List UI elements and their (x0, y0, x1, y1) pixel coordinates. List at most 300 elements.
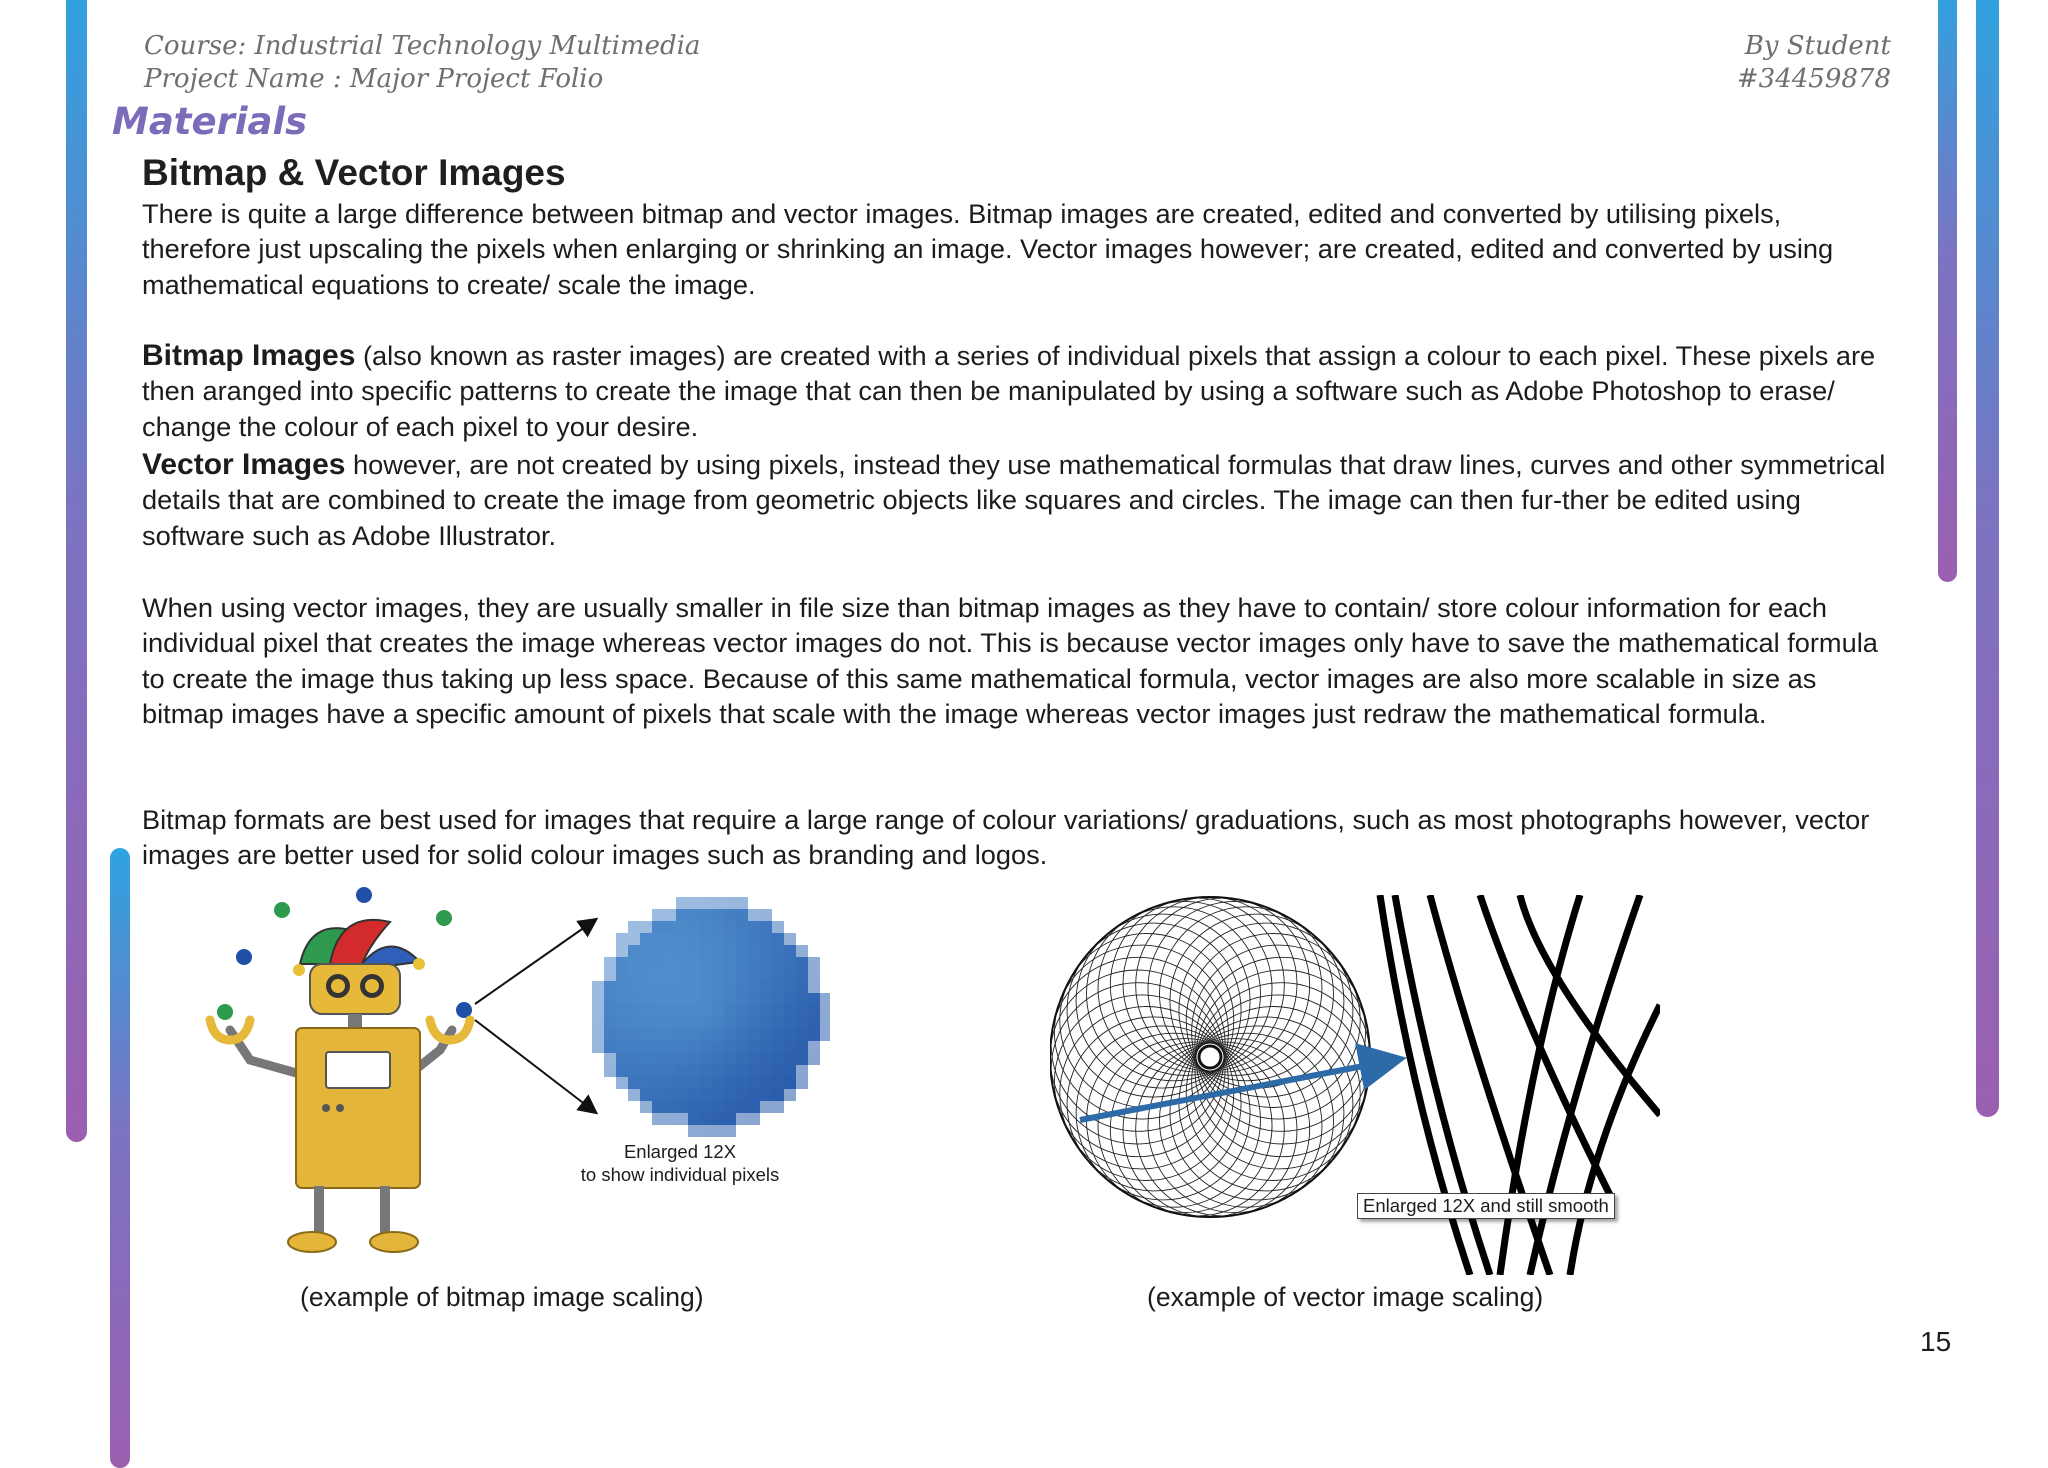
pixel-block (628, 1053, 640, 1065)
pixel-block (700, 1017, 712, 1029)
pixel-block (712, 1089, 724, 1101)
pixel-block (748, 1053, 760, 1065)
pixel-block (664, 1017, 676, 1029)
pixel-block (688, 1077, 700, 1089)
pixel-block (664, 909, 676, 921)
pixel-block (748, 933, 760, 945)
pixel-block (772, 945, 784, 957)
pixel-block (724, 897, 736, 909)
pixel-block (700, 1005, 712, 1017)
pixel-block (652, 1053, 664, 1065)
pixel-block (676, 993, 688, 1005)
pixel-block (724, 1041, 736, 1053)
pixel-block (664, 1089, 676, 1101)
pixel-block (784, 1041, 796, 1053)
pixel-block (712, 1053, 724, 1065)
pixel-block (616, 1029, 628, 1041)
pixel-block (604, 957, 616, 969)
pixel-block (640, 945, 652, 957)
pixel-block (604, 1005, 616, 1017)
pixel-block (784, 993, 796, 1005)
spiro-ring (1160, 1033, 1334, 1207)
pixel-block (640, 1053, 652, 1065)
pixel-block (796, 981, 808, 993)
pixel-block (700, 957, 712, 969)
pixel-block (808, 993, 820, 1005)
pixel-block (676, 897, 688, 909)
pixel-block (628, 969, 640, 981)
pixel-block (724, 1077, 736, 1089)
pixel-block (640, 1005, 652, 1017)
pixel-block (736, 957, 748, 969)
pixel-block (616, 993, 628, 1005)
pixel-block (748, 1017, 760, 1029)
pixel-block (736, 1077, 748, 1089)
pixel-block (628, 1041, 640, 1053)
pixel-block (676, 921, 688, 933)
pixel-block (676, 1017, 688, 1029)
pixel-block (664, 1077, 676, 1089)
pixel-block (784, 1089, 796, 1101)
pixel-block (652, 921, 664, 933)
pixel-block (712, 945, 724, 957)
pixel-block (592, 1041, 604, 1053)
pixel-block (772, 1065, 784, 1077)
juggle-ball-2 (356, 887, 372, 903)
pixel-block (700, 1089, 712, 1101)
pixel-block (712, 1041, 724, 1053)
pixel-block (652, 981, 664, 993)
pixel-block (676, 1065, 688, 1077)
pixel-block (616, 933, 628, 945)
pixel-block (784, 1053, 796, 1065)
pixel-block (700, 933, 712, 945)
pixel-block (760, 1101, 772, 1113)
pixel-block (688, 1113, 700, 1125)
pixel-block (736, 1029, 748, 1041)
pixel-block (820, 1017, 830, 1029)
pixel-block (772, 1005, 784, 1017)
pixel-block (664, 921, 676, 933)
pixel-block (736, 945, 748, 957)
pixel-block (724, 1101, 736, 1113)
pixel-block (796, 1029, 808, 1041)
pixel-block (688, 1089, 700, 1101)
header-left (144, 30, 700, 96)
pixel-block (664, 1041, 676, 1053)
pixel-block (712, 897, 724, 909)
pixel-block (724, 1029, 736, 1041)
pixel-block (616, 1017, 628, 1029)
pixel-block (748, 993, 760, 1005)
pixel-block (724, 1113, 736, 1125)
pixel-block (604, 1041, 616, 1053)
pixel-block (808, 1041, 820, 1053)
pixel-block (592, 1005, 604, 1017)
pixel-block (736, 1005, 748, 1017)
pixel-block (688, 945, 700, 957)
pixel-block (736, 981, 748, 993)
pixel-block (760, 1005, 772, 1017)
robot-jester-illustration (210, 920, 470, 1252)
pixel-block (592, 1017, 604, 1029)
pixel-block (784, 1005, 796, 1017)
pixel-block (796, 1065, 808, 1077)
pixel-block (676, 1005, 688, 1017)
pixel-block (652, 1077, 664, 1089)
pixel-block (676, 969, 688, 981)
student-id: #34459878 (1736, 64, 1891, 94)
intro-paragraph: There is quite a large difference between bitmap and vector images. Bitmap images are created, edited and converted by utilising pixels, therefore just upscaling the pixels when enlarging or shrinking an image. Vector images however; are created, edited and converted by using mathematical equations to create/ scale the image. (142, 198, 1834, 300)
pixel-block (676, 909, 688, 921)
pixel-block (664, 993, 676, 1005)
course-name: Course: Industrial Technology Multimedia (144, 31, 701, 61)
pixel-block (772, 1029, 784, 1041)
pixel-block (724, 993, 736, 1005)
pixel-block (688, 933, 700, 945)
arrow-to-pixels-top (475, 920, 595, 1004)
pixel-block (700, 1029, 712, 1041)
pixel-block (640, 981, 652, 993)
pixel-block (772, 1089, 784, 1101)
pixel-block (760, 1065, 772, 1077)
pixel-block (796, 1005, 808, 1017)
pixel-block (676, 1089, 688, 1101)
pixel-block (700, 1125, 712, 1137)
pixel-block (640, 933, 652, 945)
bitmap-enlarged-line2: to show individual pixels (580, 1164, 780, 1185)
pixel-block (628, 1029, 640, 1041)
pixel-block (724, 909, 736, 921)
pixel-block (820, 1005, 830, 1017)
author: By Student (1744, 31, 1891, 61)
pixel-block (604, 981, 616, 993)
pixel-block (676, 1029, 688, 1041)
vector-paragraph (142, 447, 1887, 553)
pixel-block (676, 1053, 688, 1065)
page-heading: Bitmap & Vector Images (142, 152, 566, 193)
pixel-block (808, 1005, 820, 1017)
pixel-block (676, 1113, 688, 1125)
pixel-block (664, 1113, 676, 1125)
pixel-block (772, 1041, 784, 1053)
pixel-block (616, 1053, 628, 1065)
pixel-block (772, 1101, 784, 1113)
pixel-block (712, 1005, 724, 1017)
pixel-block (652, 933, 664, 945)
pixel-block (664, 1065, 676, 1077)
pixel-block (808, 1017, 820, 1029)
pixel-block (700, 1041, 712, 1053)
pixel-block (748, 969, 760, 981)
pixel-block (784, 981, 796, 993)
pixel-block (652, 945, 664, 957)
page-number: 15 (1920, 1326, 1952, 1357)
pixel-block (688, 1125, 700, 1137)
pixel-block (796, 957, 808, 969)
pixel-block (688, 1017, 700, 1029)
pixel-block (796, 1077, 808, 1089)
pixel-block (664, 1101, 676, 1113)
pixel-block (592, 981, 604, 993)
bitmap-caption: (example of bitmap image scaling) (300, 1282, 704, 1312)
pixel-block (712, 1125, 724, 1137)
pixel-block (604, 1053, 616, 1065)
pixel-block (664, 1005, 676, 1017)
pixel-block (736, 933, 748, 945)
pixel-block (592, 1029, 604, 1041)
pixel-block (736, 921, 748, 933)
pixel-block (700, 909, 712, 921)
pixel-block (688, 957, 700, 969)
pixel-block (640, 1077, 652, 1089)
pixel-block (724, 957, 736, 969)
usage-paragraph: Bitmap formats are best used for images that require a large range of colour variations/ graduations, such as most photographs however, vector images are better used for solid colour images such as branding and logos. (142, 804, 1870, 871)
pixel-block (688, 969, 700, 981)
pixel-block (784, 945, 796, 957)
pixel-block (640, 1017, 652, 1029)
pixel-block (724, 1053, 736, 1065)
pixel-block (796, 945, 808, 957)
pixel-block (652, 1101, 664, 1113)
pixel-block (772, 957, 784, 969)
pixel-block (760, 921, 772, 933)
pixel-block (760, 909, 772, 921)
pixel-block (628, 981, 640, 993)
pixel-block (796, 969, 808, 981)
pixel-block (784, 1065, 796, 1077)
pixel-block (724, 1017, 736, 1029)
pixel-block (712, 1029, 724, 1041)
decor-bar-right-short (1938, 0, 1957, 582)
bitmap-paragraph (142, 338, 1887, 444)
pixel-block (700, 981, 712, 993)
pixel-block (808, 969, 820, 981)
pixel-block (616, 1065, 628, 1077)
pixel-block (712, 921, 724, 933)
pixel-block (736, 1017, 748, 1029)
pixel-block (640, 969, 652, 981)
pixel-block (628, 993, 640, 1005)
pixel-block (652, 1017, 664, 1029)
pixel-block (736, 1065, 748, 1077)
pixel-block (628, 933, 640, 945)
pixel-block (628, 921, 640, 933)
pixel-block (652, 1005, 664, 1017)
pixel-block (724, 969, 736, 981)
pixel-block (724, 1089, 736, 1101)
pixel-block (712, 1101, 724, 1113)
pixel-block (688, 1101, 700, 1113)
pixel-block (616, 1077, 628, 1089)
pixel-block (712, 969, 724, 981)
pixel-block (760, 1029, 772, 1041)
pixel-block (760, 981, 772, 993)
pixel-block (700, 921, 712, 933)
pixel-block (808, 957, 820, 969)
pixel-block (724, 1005, 736, 1017)
pixel-block (748, 1101, 760, 1113)
pixel-block (640, 921, 652, 933)
pixel-block (616, 1041, 628, 1053)
pixel-block (628, 957, 640, 969)
pixel-block (700, 1101, 712, 1113)
pixel-block (796, 1017, 808, 1029)
pixel-block (628, 945, 640, 957)
pixel-block (664, 969, 676, 981)
pixel-block (676, 957, 688, 969)
pixel-block (760, 969, 772, 981)
bitmap-term: Bitmap Images (142, 339, 356, 372)
pixel-block (640, 1041, 652, 1053)
spiro-ring (1087, 1033, 1261, 1207)
pixel-block (796, 1053, 808, 1065)
pixel-block (724, 945, 736, 957)
pixel-block (676, 1101, 688, 1113)
pixel-block (688, 1065, 700, 1077)
pixel-block (760, 933, 772, 945)
pixel-block (664, 1029, 676, 1041)
pixel-block (664, 957, 676, 969)
pixel-block (748, 1089, 760, 1101)
pixel-block (664, 981, 676, 993)
pixel-block (676, 945, 688, 957)
vector-zoom-arrow (1080, 1060, 1395, 1120)
pixel-block (604, 993, 616, 1005)
pixel-block (772, 933, 784, 945)
arrow-to-pixels-bottom (475, 1020, 595, 1112)
bitmap-enlarged-line1: Enlarged 12X (623, 1141, 737, 1162)
pixel-block (736, 1089, 748, 1101)
pixel-block (664, 933, 676, 945)
pixel-block (760, 1077, 772, 1089)
pixel-block (616, 969, 628, 981)
pixel-block (688, 909, 700, 921)
pixel-block (784, 1029, 796, 1041)
pixel-block (640, 1065, 652, 1077)
juggle-ball-1 (274, 902, 290, 918)
pixel-block (652, 993, 664, 1005)
pixel-block (820, 1029, 830, 1041)
pixel-block (640, 993, 652, 1005)
pixel-block (748, 1041, 760, 1053)
pixel-block (712, 1113, 724, 1125)
bitmap-enlarged-label (560, 1140, 800, 1186)
pixel-block (700, 1113, 712, 1125)
pixel-block (700, 969, 712, 981)
pixel-block (652, 1089, 664, 1101)
pixel-block (712, 1065, 724, 1077)
pixel-block (748, 1113, 760, 1125)
bitmap-example-figure (190, 880, 830, 1280)
pixel-block (604, 969, 616, 981)
pixel-block (760, 957, 772, 969)
section-title: Materials (112, 100, 308, 143)
pixel-block (688, 981, 700, 993)
pixel-block (616, 1005, 628, 1017)
juggle-ball-4 (236, 949, 252, 965)
pixel-block (652, 969, 664, 981)
pixel-block (688, 1029, 700, 1041)
spiro-ring (1160, 907, 1334, 1081)
pixel-block (688, 897, 700, 909)
pixel-block (592, 993, 604, 1005)
vector-text: however, are not created by using pixels, instead they use mathematical formulas that draw lines, curves and other symmetrical details that are combined to create the image from geometric objects like squares and circles. The image can then fur-ther be edited using software such as Adobe Illustrator. (142, 449, 1886, 551)
pixel-block (664, 1053, 676, 1065)
juggle-ball-3 (436, 910, 452, 926)
pixel-block (760, 1053, 772, 1065)
pixel-block (712, 981, 724, 993)
pixel-block (724, 981, 736, 993)
pixel-block (712, 933, 724, 945)
pixel-block (784, 969, 796, 981)
pixel-block (748, 1029, 760, 1041)
pixel-block (628, 1065, 640, 1077)
pixel-block (772, 1053, 784, 1065)
pixel-block (748, 921, 760, 933)
pixel-block (652, 1065, 664, 1077)
pixel-block (736, 1053, 748, 1065)
vector-caption: (example of vector image scaling) (1147, 1282, 1544, 1312)
pixel-block (772, 1077, 784, 1089)
pixel-block (772, 969, 784, 981)
pixel-block (784, 1017, 796, 1029)
vector-enlarged-label: Enlarged 12X and still smooth (1357, 1193, 1615, 1219)
decor-bar-left-bottom (110, 848, 130, 1468)
pixel-block (760, 1017, 772, 1029)
pixel-block (760, 1089, 772, 1101)
pixel-block (676, 1041, 688, 1053)
pixel-block (736, 993, 748, 1005)
pixel-block (808, 981, 820, 993)
pixel-block (688, 993, 700, 1005)
pixel-block (712, 1017, 724, 1029)
pixel-block (652, 1029, 664, 1041)
pixel-block (736, 969, 748, 981)
pixel-block (616, 981, 628, 993)
pixel-block (808, 1053, 820, 1065)
pixel-block (616, 957, 628, 969)
pixel-block (760, 993, 772, 1005)
pixel-block (748, 981, 760, 993)
pixel-block (748, 909, 760, 921)
pixel-block (700, 945, 712, 957)
pixel-block (736, 897, 748, 909)
pixel-block (760, 1041, 772, 1053)
pixel-block (700, 993, 712, 1005)
pixel-block (700, 897, 712, 909)
pixel-block (700, 1077, 712, 1089)
decor-bar-left-top (66, 0, 87, 1142)
pixel-block (772, 981, 784, 993)
pixel-block (652, 1113, 664, 1125)
pixel-block (748, 1005, 760, 1017)
pixel-block (604, 1017, 616, 1029)
pixel-block (628, 1089, 640, 1101)
bitmap-text: (also known as raster images) are created with a series of individual pixels that assign a colour to each pixel. These pixels are then aranged into specific patterns to create the image that can then be manipulated by using a software such as Adobe Photoshop to erase/ change the colour of each pixel to your desire. (142, 340, 1876, 442)
pixel-block (736, 1041, 748, 1053)
pixel-block (712, 1077, 724, 1089)
decor-bar-right-long (1976, 0, 1999, 1117)
pixel-block (640, 1101, 652, 1113)
pixel-block (772, 993, 784, 1005)
pixel-block (724, 933, 736, 945)
pixel-block (700, 1065, 712, 1077)
project-name: Project Name : Major Project Folio (144, 64, 604, 94)
pixel-block (688, 1005, 700, 1017)
spiro-ring (1087, 907, 1261, 1081)
pixel-block (808, 1029, 820, 1041)
